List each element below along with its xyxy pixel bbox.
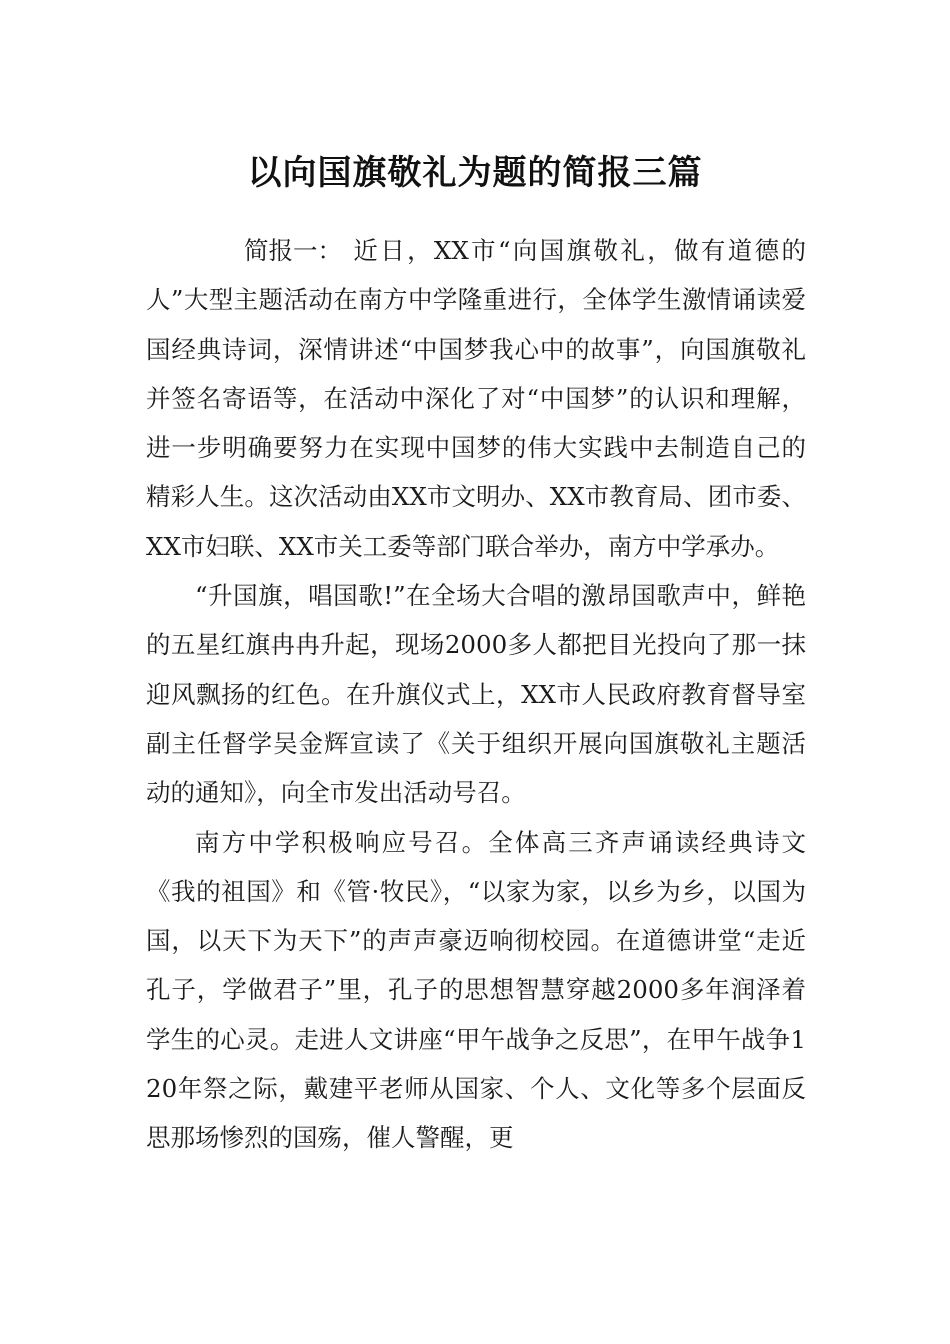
paragraph-2: “升国旗，唱国歌!”在全场大合唱的激昂国歌声中，鲜艳的五星红旗冉冉升起，现场2000多人都把目光投向了那一抹迎风飘扬的红色。在升旗仪式上，XX市人民政府教育督导室副主任督学吴金辉宣读了《关于组织开展向国旗敬礼主题活动的通知》，向全市发出活动号召。 (146, 581, 806, 808)
paragraph-1-text: 近日，XX市“向国旗敬礼，做有道德的人”大型主题活动在南方中学隆重进行，全体学生激情诵读爱国经典诗词，深情讲述“中国梦我心中的故事”，向国旗敬礼并签名寄语等，在活动中深化了对“中国梦”的认识和理解，进一步明确要努力在实现中国梦的伟大实践中去制造自己的精彩人生。这次活动由XX市文明办、XX市教育局、团市委、XX市妇联、XX市关工委等部门联合举办，南方中学承办。 (146, 236, 806, 561)
document-title: 以向国旗敬礼为题的简报三篇 (247, 152, 703, 193)
document-body (146, 226, 806, 1163)
paragraph-3: 南方中学积极响应号召。全体高三齐声诵读经典诗文《我的祖国》和《管·牧民》，“以家为家，以乡为乡，以国为国，以天下为天下”的声声豪迈响彻校园。在道德讲堂“走近孔子，学做君子”里，孔子的思想智慧穿越2000多年润泽着学生的心灵。走进人文讲座“甲午战争之反思”，在甲午战争120年祭之际，戴建平老师从国家、个人、文化等多个层面反思那场惨烈的国殇，催人警醒，更 (146, 827, 806, 1153)
section-label: 简报一： (244, 236, 342, 265)
paragraph-1 (146, 226, 806, 571)
